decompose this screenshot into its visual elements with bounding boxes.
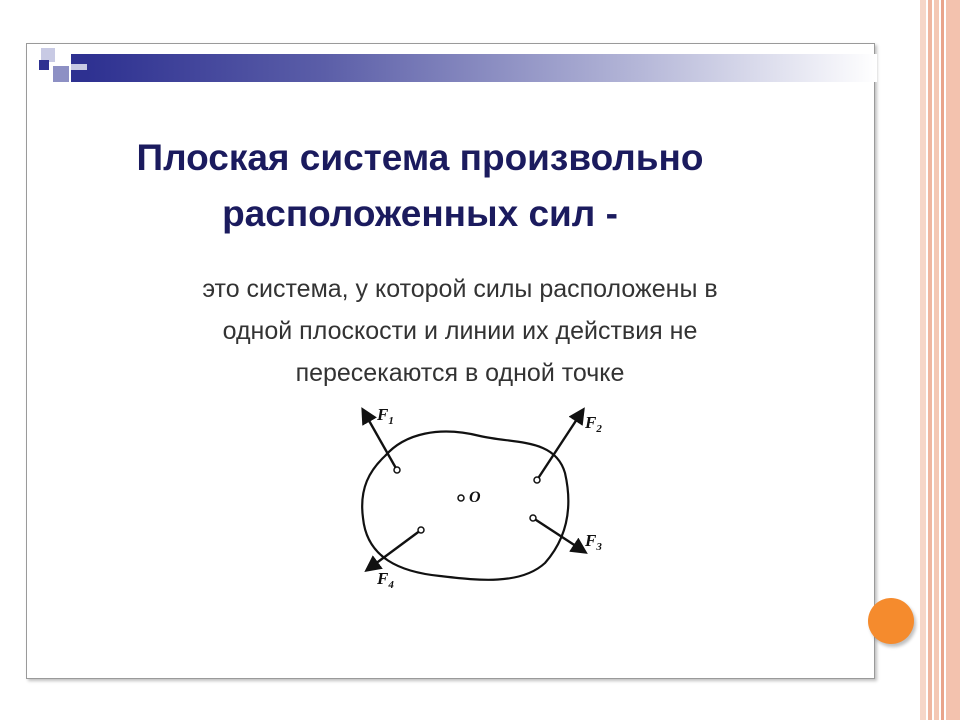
label-f2-sub: 2 — [596, 423, 602, 435]
force-diagram — [345, 398, 615, 608]
body-line-3: пересекаются в одной точке — [295, 359, 625, 387]
title-dash: - — [605, 193, 618, 234]
header-gradient-bar — [87, 54, 877, 82]
body-line-2: одной плоскости и линии их действия не — [222, 317, 698, 345]
svg-text:F2: $F_2$ — [585, 413, 602, 435]
svg-text:F3: $F_3$ — [585, 531, 602, 553]
decor-square — [53, 66, 69, 82]
force-arrow-f2 — [537, 410, 583, 480]
svg-text:F1: $F_1$ — [377, 405, 394, 427]
force-point-f4 — [418, 527, 424, 533]
force-arrow-f3 — [533, 518, 585, 552]
body-line-1: это система, у которой силы расположены в — [202, 275, 718, 303]
decorative-stripes — [920, 0, 960, 720]
slide-body — [90, 268, 830, 394]
svg-text:F4: $F_4$ — [377, 569, 394, 591]
force-point-f3 — [530, 515, 536, 521]
body-contour — [362, 432, 568, 580]
center-point — [458, 495, 464, 501]
center-label: O — [469, 489, 481, 506]
label-f1-sub: 1 — [388, 415, 394, 427]
force-point-f2 — [534, 477, 540, 483]
decor-square — [39, 60, 49, 70]
title-line-2: расположенных сил — [222, 193, 596, 234]
decor-square — [71, 64, 87, 70]
orange-circle — [868, 598, 914, 644]
title-line-1: Плоская система произвольно — [136, 137, 704, 178]
force-point-f1 — [394, 467, 400, 473]
label-f4-sub: 4 — [388, 579, 394, 591]
slide-title — [40, 130, 800, 242]
label-f3-sub: 3 — [596, 541, 602, 553]
